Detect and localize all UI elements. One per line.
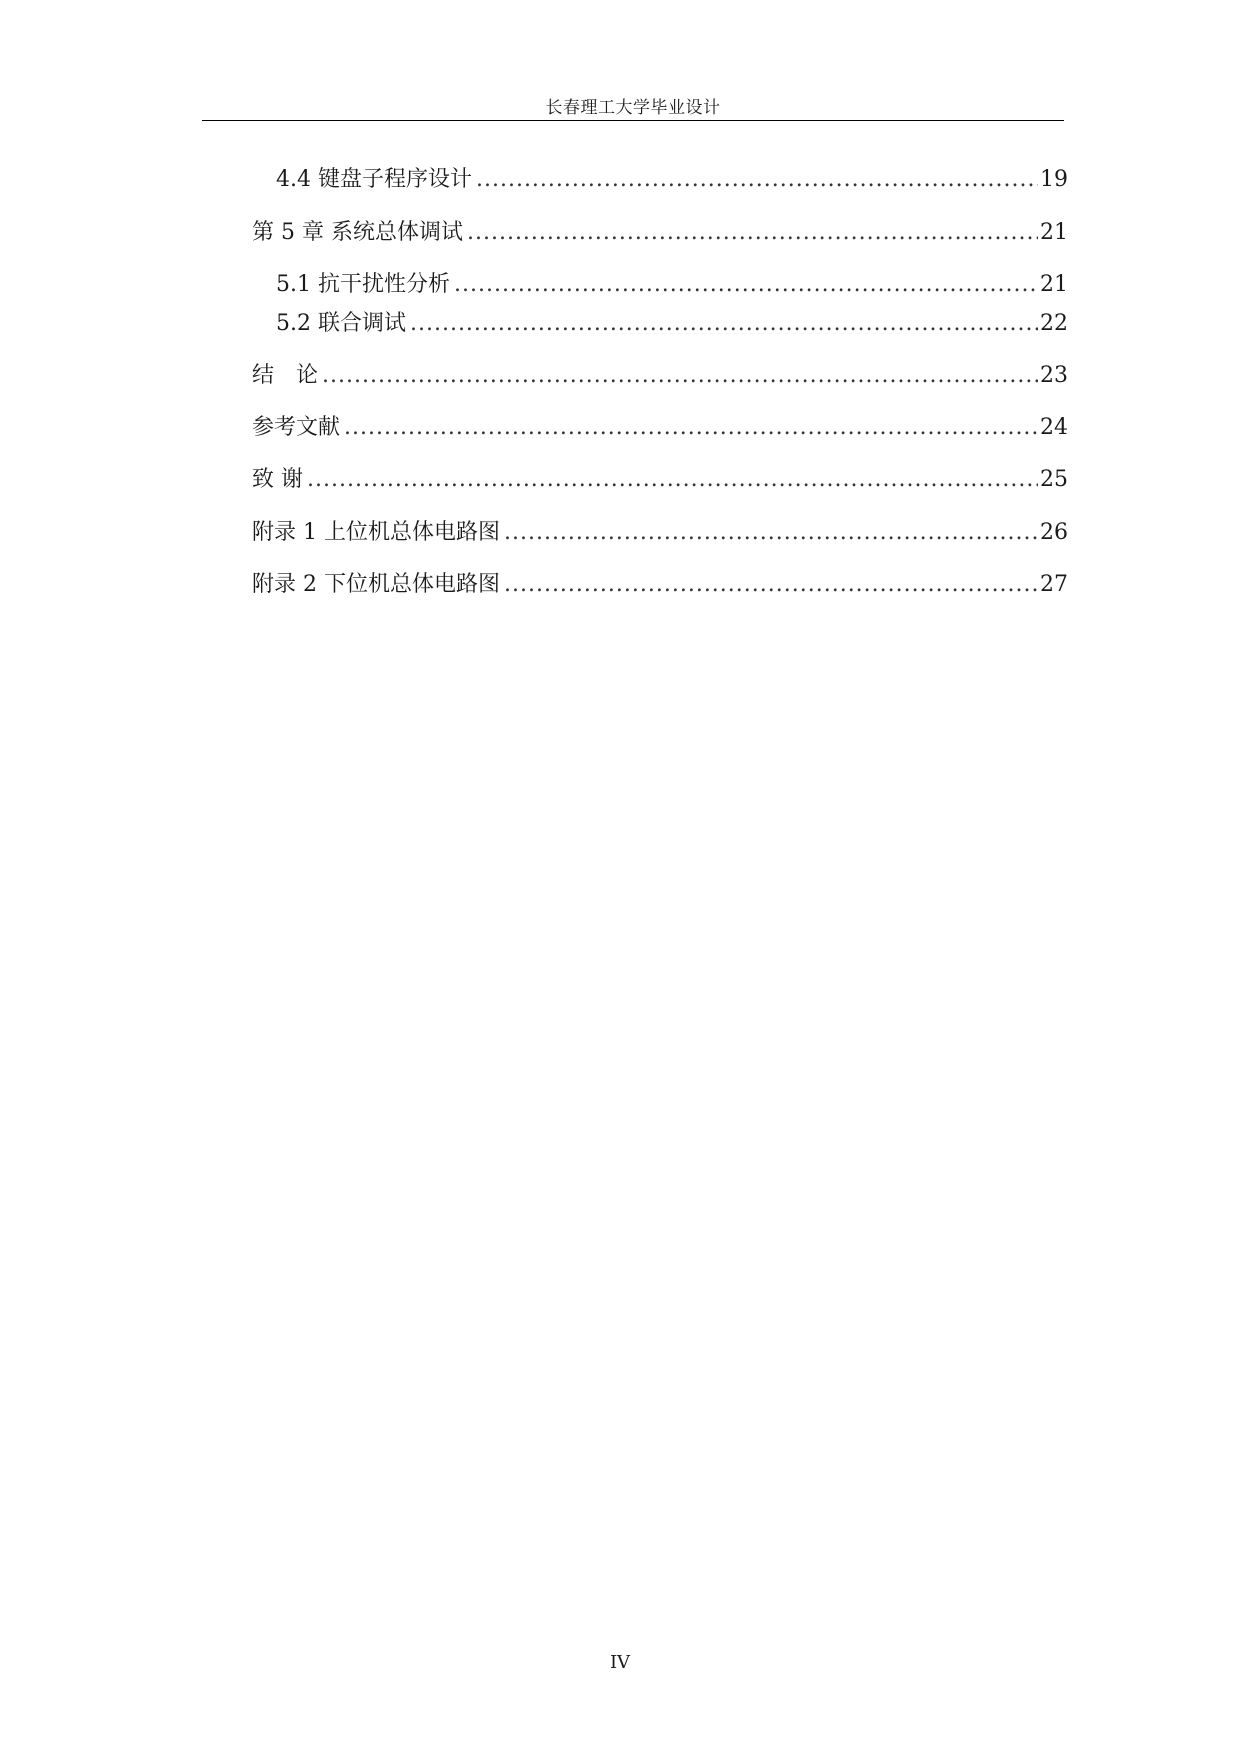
toc-entry-page: 26 — [1040, 520, 1068, 545]
toc-dot-leader — [504, 570, 1038, 600]
toc-entry[interactable] — [252, 218, 1068, 248]
toc-dot-leader — [322, 361, 1038, 391]
toc-entry[interactable] — [276, 309, 1068, 339]
table-of-contents — [0, 0, 1240, 700]
toc-entry[interactable] — [276, 270, 1068, 300]
toc-dot-leader — [454, 270, 1038, 300]
toc-entry-label: 第 5 章 系统总体调试 — [252, 220, 463, 245]
toc-entry-page: 25 — [1040, 467, 1068, 492]
page-number: IV — [609, 1652, 631, 1673]
toc-entry-label: 4.4 键盘子程序设计 — [276, 167, 472, 192]
toc-entry-label: 5.1 抗干扰性分析 — [276, 272, 450, 297]
toc-entry-label: 致 谢 — [252, 467, 303, 492]
toc-entry[interactable] — [252, 361, 1068, 391]
toc-entry[interactable] — [252, 570, 1068, 600]
toc-dot-leader — [504, 518, 1038, 548]
header-title: 长春理工大学毕业设计 — [545, 98, 721, 118]
toc-entry-page: 21 — [1040, 220, 1068, 245]
toc-entry[interactable] — [252, 465, 1068, 495]
toc-entry-page: 27 — [1040, 572, 1068, 597]
toc-entry-label: 参考文献 — [252, 415, 341, 440]
toc-entry-page: 24 — [1040, 415, 1068, 440]
toc-dot-leader — [467, 218, 1038, 248]
toc-entry-label: 附录 2 下位机总体电路图 — [252, 572, 500, 597]
toc-dot-leader — [410, 309, 1038, 339]
toc-dot-leader — [344, 413, 1038, 443]
toc-entry-label: 附录 1 上位机总体电路图 — [252, 520, 500, 545]
toc-entry[interactable] — [252, 413, 1068, 443]
toc-dot-leader — [476, 165, 1038, 195]
toc-entry[interactable] — [252, 518, 1068, 548]
toc-entry-page: 21 — [1040, 272, 1068, 297]
toc-entry-label: 结 论 — [252, 363, 319, 388]
toc-entry[interactable] — [276, 165, 1068, 195]
toc-dot-leader — [307, 465, 1038, 495]
toc-entry-page: 23 — [1040, 363, 1068, 388]
toc-entry-label: 5.2 联合调试 — [276, 311, 406, 336]
toc-entry-page: 22 — [1040, 311, 1068, 336]
toc-entry-page: 19 — [1040, 167, 1068, 192]
